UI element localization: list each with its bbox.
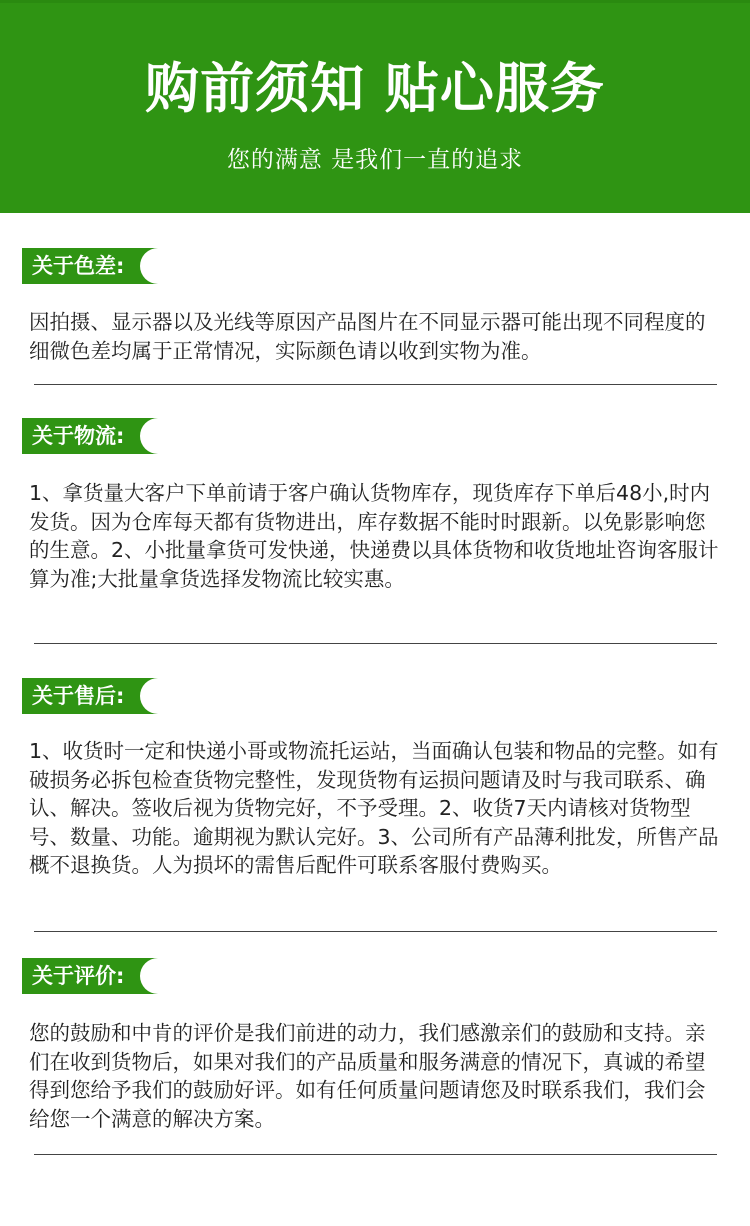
section-text: 您的鼓励和中肯的评价是我们前进的动力，我们感激亲们的鼓励和支持。亲们在收到货物后，如果对我们的产品质量和服务满意的情况下，真诚的希望得到您给予我们的鼓励好评。如有任何质量问题请您及时联系我们，我们会给您一个满意的解决方案。	[29, 1021, 706, 1131]
section-heading: 关于色差:	[32, 254, 125, 278]
section-heading-tag	[22, 678, 158, 714]
banner-title: 购前须知 贴心服务	[145, 57, 605, 120]
section-heading: 关于售后:	[32, 684, 125, 708]
section-heading: 关于物流:	[32, 424, 125, 448]
section-after-sales	[0, 678, 750, 938]
section-divider	[34, 384, 717, 385]
section-text: 因拍摄、显示器以及光线等原因产品图片在不同显示器可能出现不同程度的细微色差均属于正常情况，实际颜色请以收到实物为准。	[29, 310, 706, 363]
section-divider	[34, 1154, 717, 1155]
section-heading-tag	[22, 418, 158, 454]
section-text: 1、收货时一定和快递小哥或物流托运站，当面确认包装和物品的完整。如有破损务必拆包检查货物完整性，发现货物有运损问题请及时与我司联系、确认、解决。签收后视为货物完好，不予受理。2、收货7天内请核对货物型号、数量、功能。逾期视为默认完好。3、公司所有产品薄利批发，所售产品概不退换货。人为损坏的需售后配件可联系客服付费购买。	[29, 739, 719, 878]
section-color-difference	[0, 248, 750, 388]
section-divider	[34, 931, 717, 932]
section-heading-tag	[22, 958, 158, 994]
section-logistics	[0, 418, 750, 648]
banner-subtitle: 您的满意 是我们一直的追求	[226, 147, 524, 173]
header-banner	[0, 0, 750, 213]
section-heading-tag	[22, 248, 158, 284]
section-heading: 关于评价:	[32, 964, 125, 988]
section-divider	[34, 643, 717, 644]
section-text: 1、拿货量大客户下单前请于客户确认货物库存，现货库存下单后48小,时内发货。因为仓库每天都有货物进出，库存数据不能时时跟新。以免影影响您的生意。2、小批量拿货可发快递，快递费以具体货物和收货地址咨询客服计算为准;大批量拿货选择发物流比较实惠。	[29, 481, 719, 591]
section-reviews	[0, 958, 750, 1158]
